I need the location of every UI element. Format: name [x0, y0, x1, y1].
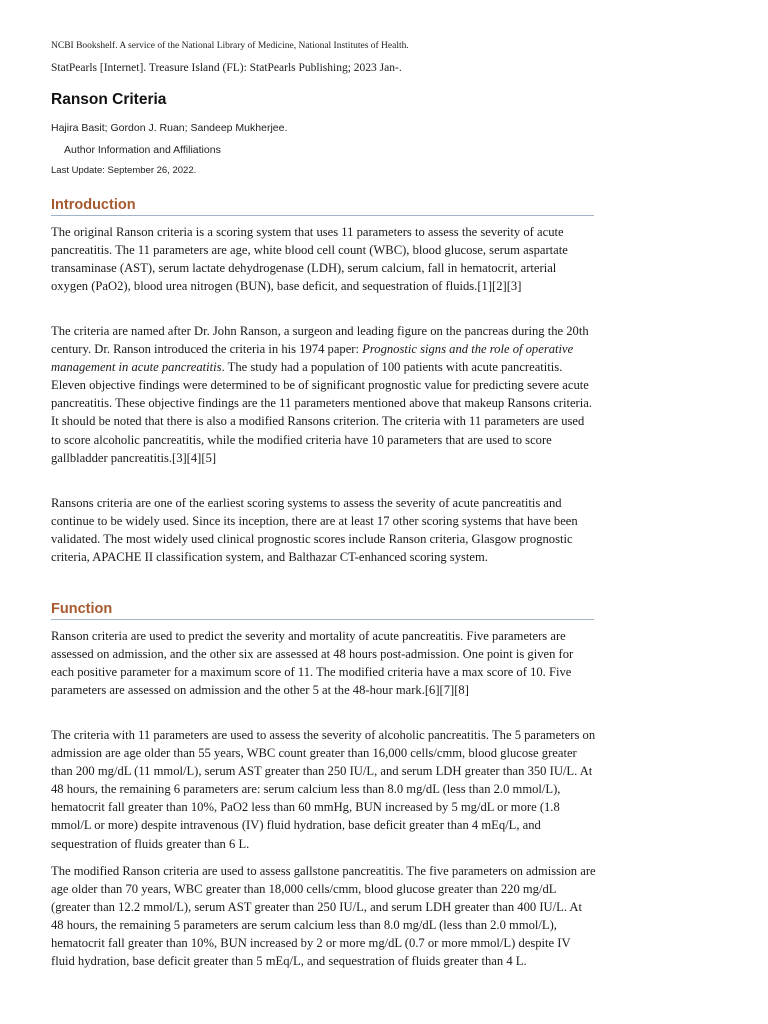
page-title: Ranson Criteria	[51, 91, 167, 108]
intro-p2-paper-title: Prognostic signs and the role of operative management in acute pancreatitis	[51, 342, 574, 375]
ncbi-service-line: NCBI Bookshelf. A service of the National Library of Medicine, National Institutes of Health.	[51, 41, 409, 51]
authors-line: Hajira Basit; Gordon J. Ruan; Sandeep Mukherjee.	[51, 122, 288, 134]
function-p1-text: Ranson criteria are used to predict the severity and mortality of acute pancreatitis. Five parameters are assessed on admission, and the other six are assessed at 48 hours post-admission. One point is given for each positive parameter for a maximum score of 11. The modified criteria have a max score of 10. Five parameters are assessed on admission and the other 5 at the 48-hour mark.	[51, 629, 574, 698]
intro-paragraph-3: Ransons criteria are one of the earliest scoring systems to assess the severity of acute pancreatitis and continue to be widely used. Since its inception, there are at least 17 other scoring systems that have been validated. The most widely used clinical prognostic scores include Ranson criteria, Glasgow prognostic criteria, APACHE II classification system, and Balthazar CT-enhanced scoring system.	[51, 496, 578, 565]
intro-p1-citations[interactable]: [1][2][3]	[477, 279, 522, 294]
intro-p2-text-b: . The study had a population of 100 patients with acute pancreatitis. Eleven objective findings were determined to be of significant prognostic value for predicting severe acute pancreatitis. These objective findings are the 11 parameters mentioned above that makeup Ransons criteria. It should be noted that there is also a modified Ransons criterion. The criteria with 11 parameters are used to score alcoholic pancreatitis, while the modified criteria have 10 parameters that are used to score gallbladder pancreatitis.	[51, 360, 592, 465]
intro-p1-text: The original Ranson criteria is a scoring system that uses 11 parameters to assess the severity of acute pancreatitis. The 11 parameters are age, white blood cell count (WBC), blood glucose, serum aspartate transaminase (AST), serum lactate dehydrogenase (LDH), serum calcium, fall in hematocrit, arterial oxygen (PaO2), blood urea nitrogen (BUN), base deficit, and sequestration of fluids.	[51, 225, 568, 294]
introduction-heading: Introduction	[51, 196, 594, 216]
intro-p2-text-a: The criteria are named after Dr. John Ranson, a surgeon and leading figure on the pancreas during the 20th century. Dr. Ranson introduced the criteria in his 1974 paper:	[51, 324, 589, 357]
intro-p2-citations[interactable]: [3][4][5]	[172, 450, 217, 465]
function-p1-citations[interactable]: [6][7][8]	[424, 683, 469, 698]
function-heading: Function	[51, 600, 594, 620]
function-section	[51, 600, 594, 620]
function-paragraph-1	[51, 627, 596, 699]
last-update: Last Update: September 26, 2022.	[51, 165, 197, 176]
function-paragraph-3: The modified Ranson criteria are used to assess gallstone pancreatitis. The five parameters on admission are age older than 70 years, WBC greater than 18,000 cells/cmm, blood glucose greater than 220 mg/dL (greater than 12.2 mmol/L), serum AST greater than 250 IU/L, and serum LDH greater than 400 IU/L. At 48 hours, the remaining 5 parameters are serum calcium less than 8.0 mg/dL (less than 2.0 mmol/L), hematocrit fall greater than 10%, BUN increased by 2 or more mg/dL (0.7 or more mmol/L) despite IV fluid hydration, base deficit greater than 5 mEq/L, and sequestration of fluids greater than 4 L.	[51, 864, 596, 969]
author-affiliations-link[interactable]: Author Information and Affiliations	[64, 144, 221, 156]
publication-line: StatPearls [Internet]. Treasure Island (FL): StatPearls Publishing; 2023 Jan-.	[51, 62, 402, 74]
function-paragraph-2: The criteria with 11 parameters are used to assess the severity of alcoholic pancreatitis. The 5 parameters on admission are age older than 55 years, WBC count greater than 16,000 cells/cmm, blood glucose greater than 200 mg/dL (11 mmol/L), serum AST greater than 250 IU/L, and serum LDH greater than 350 IU/L. At 48 hours, the remaining 6 parameters are: serum calcium less than 8.0 mg/dL (less than 2.0 mmol/L), hematocrit fall greater than 10%, PaO2 less than 60 mmHg, BUN increased by 5 mg/dL or more (1.8 mmol/L or more) despite intravenous (IV) fluid hydration, base deficit greater than 4 mEq/L, and sequestration of fluids greater than 6 L.	[51, 728, 596, 851]
intro-paragraph-1	[51, 223, 596, 295]
introduction-section	[51, 196, 594, 216]
intro-paragraph-2	[51, 322, 596, 467]
